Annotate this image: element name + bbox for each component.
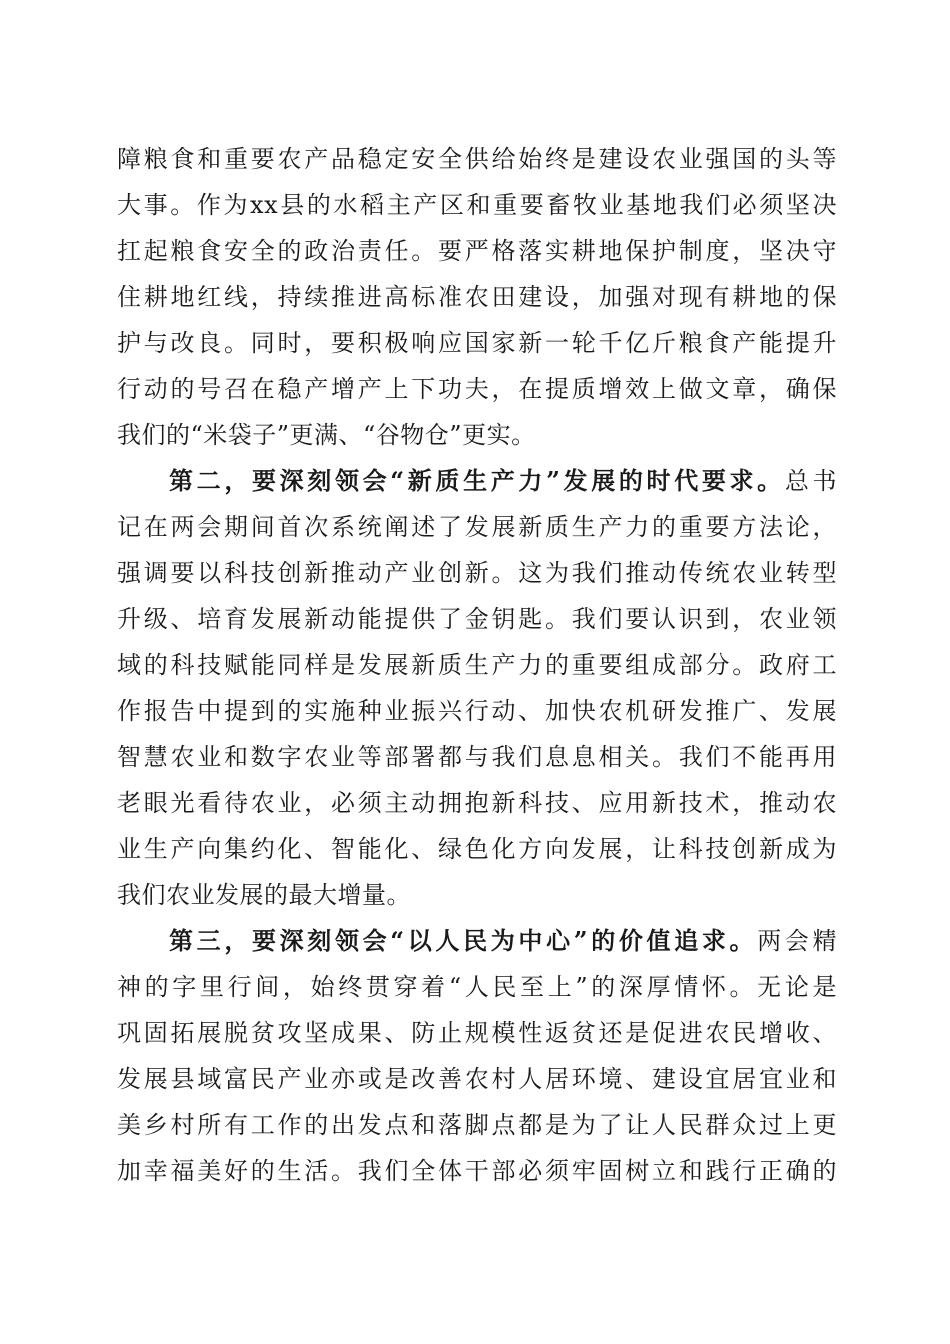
text-line: 升级、培育发展新动能提供了金钥匙。我们要认识到，农业领 [117,605,837,633]
text-line [117,458,837,504]
text-line [117,918,837,964]
text-line: 业生产向集约化、智能化、绿色化方向发展，让科技创新成为 [117,835,837,863]
text-line: 巩固拓展脱贫攻坚成果、防止规模性返贫还是促进农民增收、 [117,1019,837,1047]
paragraph-heading: 第三，要深刻领会“以人民为中心”的价值追求。 [169,926,758,955]
paragraph-2 [117,458,837,918]
text-line: 我们农业发展的最大增量。 [117,881,411,909]
text-line: 发展县域富民产业亦或是改善农村人居环境、建设宜居宜业和 [117,1065,837,1093]
text-line: 加幸福美好的生活。我们全体干部必须牢固树立和践行正确的 [117,1157,837,1185]
paragraph-1 [117,136,837,458]
text-line: 域的科技赋能同样是发展新质生产力的重要组成部分。政府工 [117,651,837,679]
text-line: 记在两会期间首次系统阐述了发展新质生产力的重要方法论， [117,513,837,541]
paragraph-heading: 第二，要深刻领会“新质生产力”发展的时代要求。 [169,466,785,495]
text-line: 行动的号召在稳产增产上下功夫，在提质增效上做文章，确保 [117,375,837,403]
text-line: 智慧农业和数字农业等部署都与我们息息相关。我们不能再用 [117,743,837,771]
heading-line-rest: 两会精 [757,927,837,955]
text-line: 扛起粮食安全的政治责任。要严格落实耕地保护制度，坚决守 [117,237,837,265]
text-line: 美乡村所有工作的出发点和落脚点都是为了让人民群众过上更 [117,1111,837,1139]
document-body [117,136,837,1194]
paragraph-3 [117,918,837,1194]
text-line: 作报告中提到的实施种业振兴行动、加快农机研发推广、发展 [117,697,837,725]
text-line: 强调要以科技创新推动产业创新。这为我们推动传统农业转型 [117,559,837,587]
text-line: 住耕地红线，持续推进高标准农田建设，加强对现有耕地的保 [117,283,837,311]
text-line: 障粮食和重要农产品稳定安全供给始终是建设农业强国的头等 [117,145,837,173]
text-line: 大事。作为xx县的水稻主产区和重要畜牧业基地我们必须坚决 [117,191,837,219]
text-line: 护与改良。同时，要积极响应国家新一轮千亿斤粮食产能提升 [117,329,837,357]
text-line: 老眼光看待农业，必须主动拥抱新科技、应用新技术，推动农 [117,789,837,817]
heading-line-rest: 总书 [784,467,837,495]
text-line: 我们的“米袋子”更满、“谷物仓”更实。 [117,421,536,449]
text-line: 神的字里行间，始终贯穿着“人民至上”的深厚情怀。无论是 [117,973,837,1001]
